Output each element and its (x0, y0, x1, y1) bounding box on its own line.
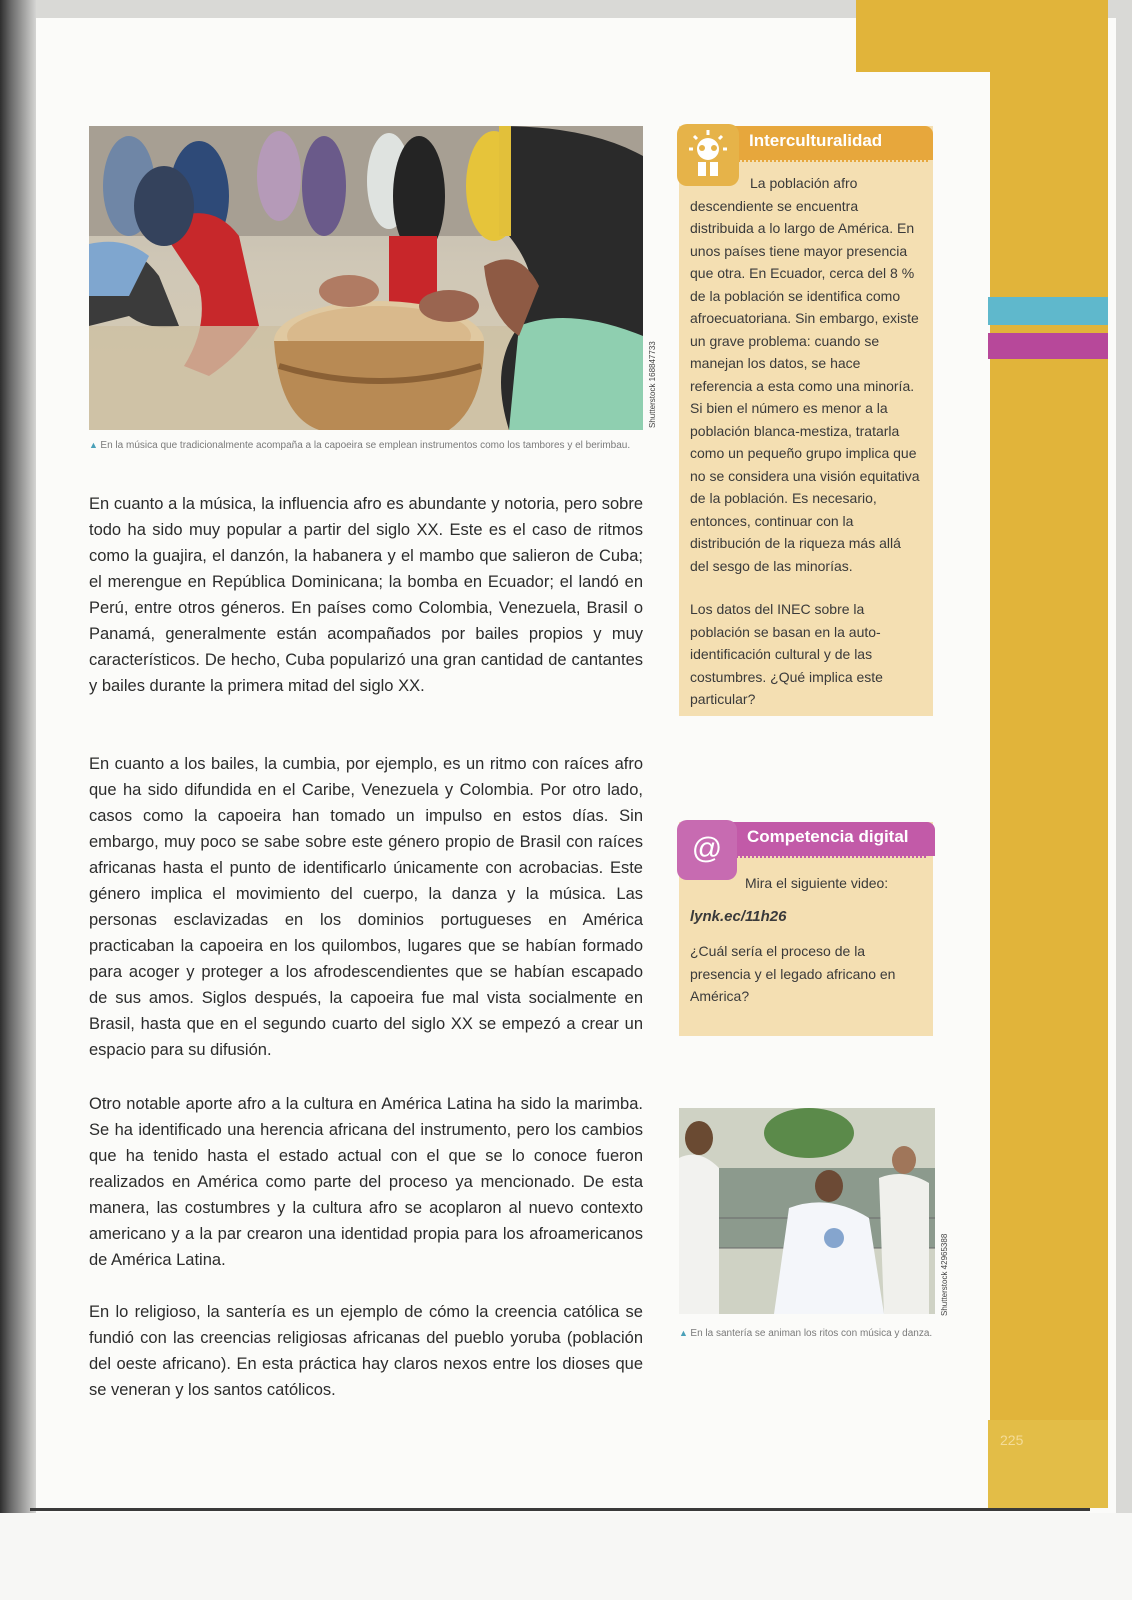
main-photo-credit: Shutterstock 168847733 (648, 341, 657, 428)
caption-triangle-icon-2: ▲ (679, 1328, 691, 1338)
paragraph-dance: En cuanto a los bailes, la cumbia, por ejemplo, es un ritmo con raíces afro que ha sido difundida en el Caribe, Venezuela y Colombia. Por otro lado, casos como la capoeira han tomado un impulso en estos días. Sin embargo, muy poco se sabe sobre este género propio de Brasil con raíces africanas hasta el punto de identificarlo únicamente con acrobacias. Este género implica el movimiento del cuerpo, la danza y la música. Las personas esclavizadas en los dominios portugueses en América practicaban la capoeira en los quilombos, lugares que se habían formado para acoger y proteger a los afrodescendientes que se habían escapado de sus amos. Siglos después, la capoeira fue mal vista socialmente en Brasil, hasta que en el segundo cuarto del siglo XX se empezó a crear un espacio para su difusión. (89, 755, 643, 1059)
paragraph-religion: En lo religioso, la santería es un ejemplo de cómo la creencia católica se fundió con las creencias religiosas africanas del pueblo yoruba (población del oeste africano). En esta práctica hay claros nexos entre los dioses que se veneran y los santos católicos. (89, 1303, 643, 1399)
yellow-side-band (990, 0, 1108, 1508)
side-photo-caption (679, 1326, 935, 1341)
title-underline-pattern (738, 158, 928, 162)
interculturalidad-text-1: La población afro descendiente se encuentra distribuida a lo largo de América. En unos países tiene mayor presencia que otra. En Ecuador, cerca del 8 % de la población se identifica como afroecuatoriana. Sin embargo, existe un grave problema: cuando se manejan los datos, se hace referencia a esta como una minoría. Si bien el número es menor a la población blanca-mestiza, tratarla como un pequeño grupo implica que no se considera una visión equitativa de la población. Es necesario, entonces, continuar con la distribución de la riqueza más allá del sesgo de las minorías. (690, 175, 920, 574)
santeria-photo (679, 1108, 935, 1314)
caption-triangle-icon: ▲ (89, 440, 101, 450)
competencia-title: Competencia digital (733, 822, 935, 856)
capoeira-drum-photo (89, 126, 643, 430)
main-photo-caption-text: En la música que tradicionalmente acompaña a la capoeira se emplean instrumentos como los tambores y el berimbau. (100, 440, 631, 451)
paragraph-music: En cuanto a la música, la influencia afro es abundante y notoria, pero sobre todo ha sido muy popular a partir del siglo XX. Este es el caso de ritmos como la guajira, el danzón, la habanera y el mambo que salieron de Cuba; el merengue en República Dominicana; la bomba en Ecuador; el landó en Perú, entre otros géneros. En países como Colombia, Venezuela, Brasil o Panamá, generalmente están acompañados por bailes propios y muy característicos. De hecho, Cuba popularizó una gran cantidad de cantantes y bailes durante la primera mitad del siglo XX. (89, 495, 643, 695)
page-number: 225 (1000, 1432, 1024, 1448)
interculturalidad-text-2: Los datos del INEC sobre la población se basan en la auto-identificación cultural y de las costumbres. ¿Qué implica este particular? (690, 601, 883, 707)
at-sign-icon: @ (677, 820, 737, 880)
blue-tab-marker (988, 297, 1108, 325)
scan-bottom-margin (0, 1513, 1132, 1600)
side-photo-credit: Shutterstock 42965388 (940, 1233, 949, 1316)
book-spine-shadow (0, 0, 36, 1520)
interculturalidad-title: Interculturalidad (735, 126, 933, 160)
side-photo-caption-text: En la santería se animan los ritos con música y danza. (690, 1328, 933, 1339)
video-link[interactable]: lynk.ec/11h26 (690, 908, 787, 925)
main-photo-caption (89, 438, 649, 453)
page-edge (30, 1508, 1090, 1511)
pink-tab-marker (988, 333, 1108, 359)
competencia-underline-pattern (736, 854, 928, 858)
paragraph-marimba: Otro notable aporte afro a la cultura en América Latina ha sido la marimba. Se ha identificado una herencia africana del instrumento, pero los cambios que ha tenido hasta el estado actual con el que se lo conoce fueron realizados en América como parte del proceso ya mencionado. De esta manera, las costumbres y la cultura afro se acoplaron al nuevo contexto americano y a la par crearon una identidad propia para los afroamericanos de América Latina. (89, 1095, 643, 1269)
competencia-intro: Mira el siguiente video: (745, 875, 889, 891)
competencia-question: ¿Cuál sería el proceso de la presencia y el legado africano en América? (690, 943, 896, 1004)
